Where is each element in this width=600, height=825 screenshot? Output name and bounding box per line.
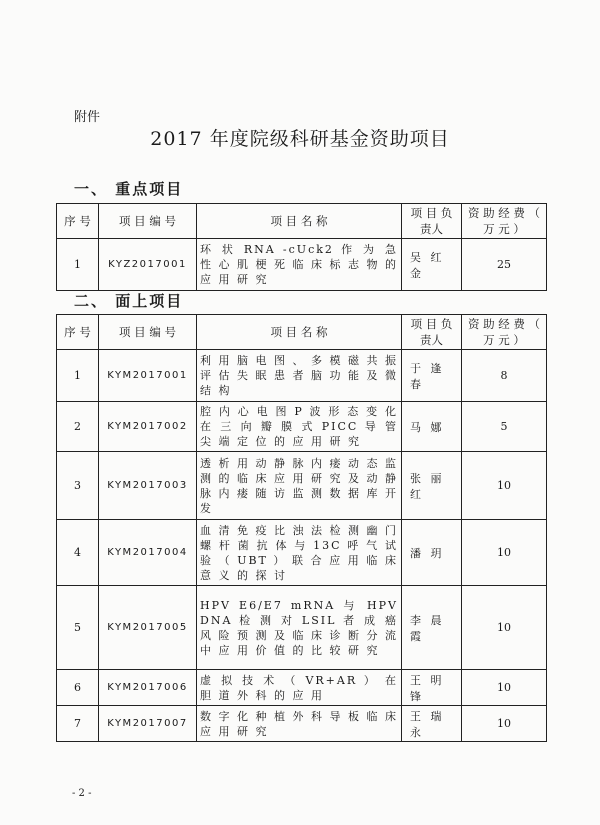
- row-code: KYM2017004: [99, 520, 197, 586]
- row-code: KYZ2017001: [99, 239, 197, 291]
- row-code: KYM2017002: [99, 402, 197, 452]
- row-name: 虚 拟 技 术 （ VR+AR ） 在 胆 道 外 科 的 应 用: [197, 670, 402, 706]
- row-name: 透 析 用 动 静 脉 内 瘘 动 态 监 测 的 临 床 应 用 研 究 及 动 静 脉 内 瘘 随 访 监 测 数 据 库 开 发: [197, 452, 402, 520]
- row-no: 5: [57, 586, 99, 670]
- row-no: 1: [57, 350, 99, 402]
- general-projects-heading: 二、 面上项目: [74, 292, 184, 310]
- row-person: 王 瑞 永: [402, 706, 462, 742]
- row-person: 吴 红 金: [402, 239, 462, 291]
- row-no: 6: [57, 670, 99, 706]
- table-row: [57, 452, 547, 520]
- row-code: KYM2017006: [99, 670, 197, 706]
- row-funding: 8: [462, 350, 547, 402]
- table-row: [57, 706, 547, 742]
- column-header-name: 项 目 名 称: [197, 315, 402, 350]
- row-person: 于 逢 春: [402, 350, 462, 402]
- row-funding: 10: [462, 586, 547, 670]
- row-name: 腔 内 心 电 图 P 波 形 态 变 化 在 三 向 瓣 膜 式 PICC 导 管 尖 端 定 位 的 应 用 研 究: [197, 402, 402, 452]
- row-name: 环 状 RNA -cUck2 作 为 急 性 心 肌 梗 死 临 床 标 志 物 的 应 用 研 究: [197, 239, 402, 291]
- row-funding: 10: [462, 670, 547, 706]
- row-code: KYM2017005: [99, 586, 197, 670]
- column-header-name: 项 目 名 称: [197, 204, 402, 239]
- row-person: 马 娜: [402, 402, 462, 452]
- column-header-no: 序 号: [57, 315, 99, 350]
- row-code: KYM2017003: [99, 452, 197, 520]
- table-header-row: [57, 315, 547, 350]
- row-funding: 25: [462, 239, 547, 291]
- row-name: HPV E6/E7 mRNA 与 HPV DNA 检 测 对 LSIL 者 成 癌 风 险 预 测 及 临 床 诊 断 分 流 中 应 用 价 值 的 比 较 研 究: [197, 586, 402, 670]
- row-name: 利 用 脑 电 图 、 多 模 磁 共 振 评 估 失 眠 患 者 脑 功 能 及 微 结 构: [197, 350, 402, 402]
- table-row: [57, 239, 547, 291]
- column-header-funding: 资 助 经 费 （ 万 元 ）: [462, 204, 547, 239]
- page-number: - 2 -: [72, 788, 92, 799]
- page-title: 2017 年度院级科研基金资助项目: [150, 128, 450, 150]
- column-header-person: 项 目 负 责人: [402, 315, 462, 350]
- column-header-code: 项 目 编 号: [99, 204, 197, 239]
- row-code: KYM2017007: [99, 706, 197, 742]
- general-projects-table: [56, 314, 547, 742]
- column-header-person: 项 目 负 责人: [402, 204, 462, 239]
- table-row: [57, 586, 547, 670]
- row-funding: 5: [462, 402, 547, 452]
- row-no: 7: [57, 706, 99, 742]
- column-header-code: 项 目 编 号: [99, 315, 197, 350]
- table-row: [57, 402, 547, 452]
- row-person: 李 晨 霞: [402, 586, 462, 670]
- key-projects-table: [56, 203, 547, 291]
- row-funding: 10: [462, 706, 547, 742]
- column-header-no: 序 号: [57, 204, 99, 239]
- row-funding: 10: [462, 452, 547, 520]
- row-name: 血 清 免 疫 比 浊 法 检 测 幽 门 螺 杆 菌 抗 体 与 13C 呼 气 试 验 （ UBT ） 联 合 应 用 临 床 意 义 的 探 讨: [197, 520, 402, 586]
- row-funding: 10: [462, 520, 547, 586]
- row-code: KYM2017001: [99, 350, 197, 402]
- row-person: 张 丽 红: [402, 452, 462, 520]
- attachment-label: 附件: [74, 110, 101, 125]
- row-no: 4: [57, 520, 99, 586]
- row-no: 2: [57, 402, 99, 452]
- row-person: 王 明 锋: [402, 670, 462, 706]
- row-no: 1: [57, 239, 99, 291]
- row-no: 3: [57, 452, 99, 520]
- column-header-funding: 资 助 经 费 （ 万 元 ）: [462, 315, 547, 350]
- row-name: 数 字 化 种 植 外 科 导 板 临 床 应 用 研 究: [197, 706, 402, 742]
- table-row: [57, 520, 547, 586]
- row-person: 潘 玥: [402, 520, 462, 586]
- table-header-row: [57, 204, 547, 239]
- key-projects-heading: 一、 重点项目: [74, 180, 184, 198]
- table-row: [57, 350, 547, 402]
- table-row: [57, 670, 547, 706]
